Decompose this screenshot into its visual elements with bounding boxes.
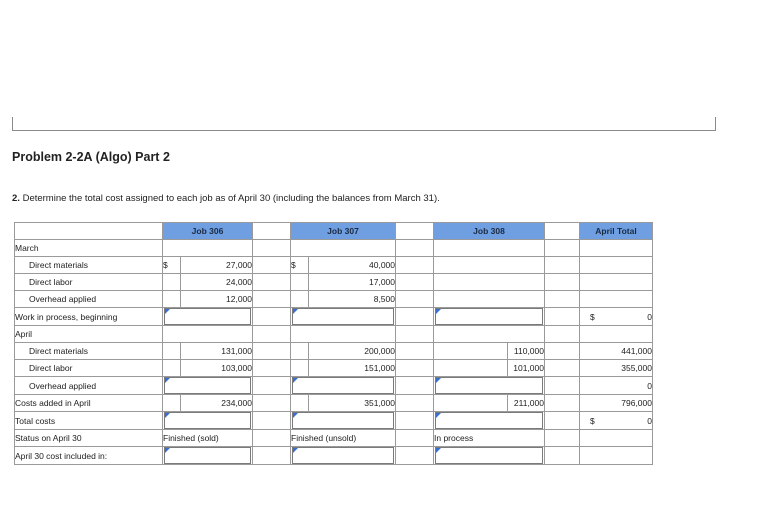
total-total-cell: [580, 412, 653, 430]
job308-april-dm: 110,000: [508, 343, 545, 360]
job306-included-input[interactable]: [164, 447, 251, 464]
row-label-april-oh: Overhead applied: [15, 377, 163, 395]
job306-march-oh: 12,000: [181, 291, 253, 308]
row-total-costs: [15, 412, 653, 430]
header-gap: [396, 223, 434, 240]
row-label-costs-added: Costs added in April: [15, 395, 163, 412]
header-gap: [545, 223, 580, 240]
job306-april-dl: 103,000: [181, 360, 253, 377]
instruction-text: [12, 193, 440, 204]
total-april-dm: 441,000: [580, 343, 653, 360]
row-march-oh: [15, 291, 653, 308]
row-march-dl: [15, 274, 653, 291]
job307-march-oh: 8,500: [309, 291, 396, 308]
header-job307: Job 307: [291, 223, 396, 240]
header-row: [15, 223, 653, 240]
header-job308: Job 308: [434, 223, 545, 240]
job307-april-dm: 200,000: [309, 343, 396, 360]
job308-april-dl: 101,000: [508, 360, 545, 377]
job308-total-input[interactable]: [435, 412, 543, 429]
row-wip-beginning: [15, 308, 653, 326]
total-april-oh: 0: [580, 377, 653, 395]
row-included: [15, 447, 653, 465]
total-april-dl: 355,000: [580, 360, 653, 377]
row-april: [15, 326, 653, 343]
instruction-body: Determine the total cost assigned to each job as of April 30 (including the balances from March 31).: [22, 193, 440, 204]
total-wip-cell: [580, 308, 653, 326]
job308-status: In process: [434, 430, 545, 447]
instruction-number: 2.: [12, 193, 20, 204]
currency-symbol: $: [590, 311, 595, 322]
problem-title: Problem 2-2A (Algo) Part 2: [12, 150, 170, 164]
row-april-dl: [15, 360, 653, 377]
job306-march-dl: 24,000: [181, 274, 253, 291]
row-status: [15, 430, 653, 447]
row-label-april: April: [15, 326, 163, 343]
row-label-total-costs: Total costs: [15, 412, 163, 430]
job306-costs-added: 234,000: [181, 395, 253, 412]
job307-march-dm: 40,000: [309, 257, 396, 274]
header-job306: Job 306: [163, 223, 253, 240]
job307-included-input[interactable]: [292, 447, 394, 464]
row-costs-added: [15, 395, 653, 412]
job307-status: Finished (unsold): [291, 430, 396, 447]
job-cost-grid: [14, 222, 653, 465]
job307-march-dl: 17,000: [309, 274, 396, 291]
row-april-dm: [15, 343, 653, 360]
row-label-march-oh: Overhead applied: [15, 291, 163, 308]
job307-costs-added: 351,000: [309, 395, 396, 412]
job308-included-input[interactable]: [435, 447, 543, 464]
currency-symbol: $: [291, 257, 309, 274]
currency-symbol: $: [163, 257, 181, 274]
total-wip-value: 0: [647, 311, 652, 322]
row-label-march: March: [15, 240, 163, 257]
job306-total-input[interactable]: [164, 412, 251, 429]
row-label-wip-beginning: Work in process, beginning: [15, 308, 163, 326]
job308-costs-added: 211,000: [508, 395, 545, 412]
job306-wip-input[interactable]: [164, 308, 251, 325]
answer-textbox-edge[interactable]: [12, 117, 716, 131]
row-label-april-dm: Direct materials: [15, 343, 163, 360]
job308-wip-input[interactable]: [435, 308, 543, 325]
row-label-march-dl: Direct labor: [15, 274, 163, 291]
job307-april-dl: 151,000: [309, 360, 396, 377]
job308-april-oh-input[interactable]: [435, 377, 543, 394]
job307-april-oh-input[interactable]: [292, 377, 394, 394]
row-march: [15, 240, 653, 257]
currency-symbol: $: [590, 415, 595, 426]
header-april-total: April Total: [580, 223, 653, 240]
row-label-included: April 30 cost included in:: [15, 447, 163, 465]
job306-status: Finished (sold): [163, 430, 253, 447]
header-gap: [253, 223, 291, 240]
job306-april-oh-input[interactable]: [164, 377, 251, 394]
row-label-march-dm: Direct materials: [15, 257, 163, 274]
job306-march-dm: 27,000: [181, 257, 253, 274]
row-label-april-dl: Direct labor: [15, 360, 163, 377]
row-april-oh: [15, 377, 653, 395]
row-march-dm: [15, 257, 653, 274]
job307-total-input[interactable]: [292, 412, 394, 429]
total-costs-added: 796,000: [580, 395, 653, 412]
total-total-value: 0: [647, 415, 652, 426]
job306-april-dm: 131,000: [181, 343, 253, 360]
header-blank: [15, 223, 163, 240]
row-label-status: Status on April 30: [15, 430, 163, 447]
job307-wip-input[interactable]: [292, 308, 394, 325]
